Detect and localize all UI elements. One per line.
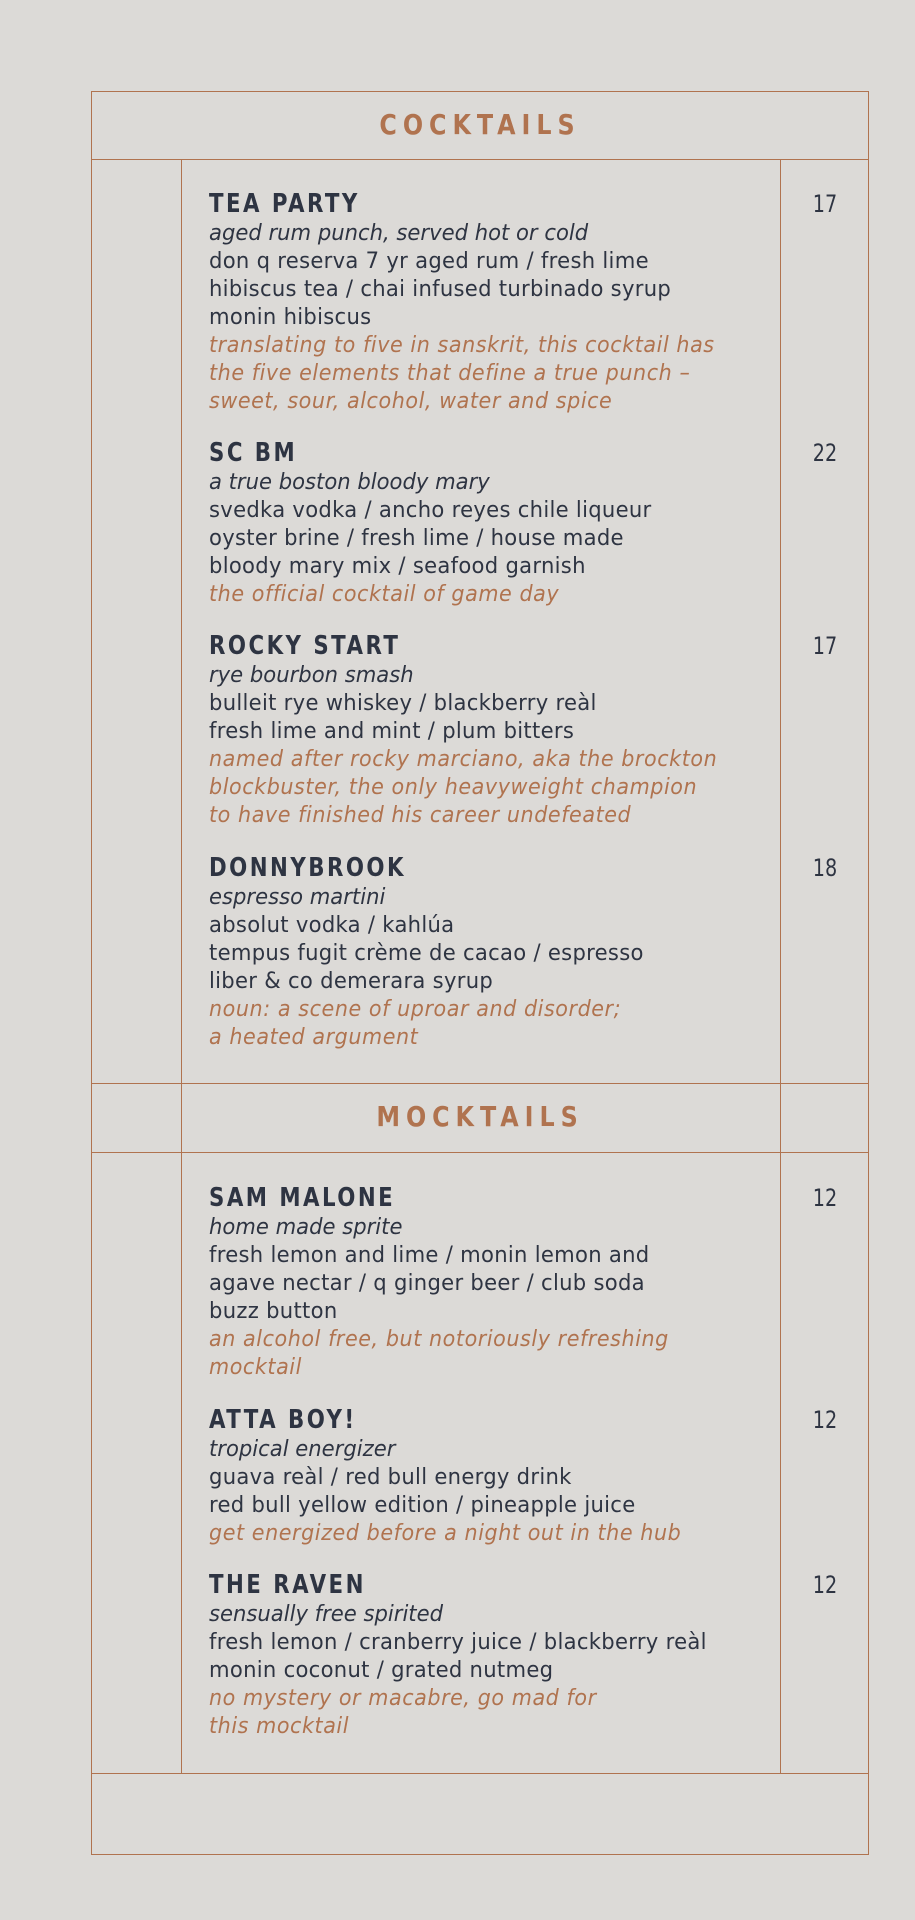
- menu-item-the-raven: [209, 1569, 769, 1741]
- item-ingredients: bloody mary mix / seafood garnish: [209, 554, 586, 579]
- item-name: ROCKY START: [209, 631, 401, 661]
- item-ingredients: liber & co demerara syrup: [209, 969, 494, 994]
- item-ingredients: tempus fugit crème de cacao / espresso: [209, 941, 644, 966]
- item-ingredients: fresh lime and mint / plum bitters: [209, 719, 575, 744]
- menu-item-donnybrook: [209, 852, 769, 1052]
- item-price: 22: [812, 439, 838, 467]
- item-ingredients: guava reàl / red bull energy drink: [209, 1465, 572, 1490]
- menu-item-sc-bm: [209, 437, 769, 609]
- item-ingredients: buzz button: [209, 1299, 338, 1324]
- item-subtitle: home made sprite: [209, 1215, 403, 1240]
- item-subtitle: espresso martini: [209, 885, 386, 910]
- item-note: an alcohol free, but notoriously refreshing: [209, 1327, 669, 1352]
- item-ingredients: fresh lemon and lime / monin lemon and: [209, 1243, 650, 1268]
- item-ingredients: monin coconut / grated nutmeg: [209, 1658, 554, 1683]
- item-ingredients: hibiscus tea / chai infused turbinado syrup: [209, 277, 672, 302]
- item-note: sweet, sour, alcohol, water and spice: [209, 389, 613, 414]
- item-subtitle: tropical energizer: [209, 1437, 396, 1462]
- item-name: ATTA BOY!: [209, 1405, 357, 1435]
- mocktails-heading: MOCKTAILS: [376, 1100, 584, 1133]
- divider: [91, 1083, 869, 1084]
- menu-item-tea-party: [209, 188, 769, 416]
- item-name: THE RAVEN: [209, 1570, 366, 1600]
- item-ingredients: oyster brine / fresh lime / house made: [209, 526, 624, 551]
- item-note: a heated argument: [209, 1025, 419, 1050]
- item-note: to have finished his career undefeated: [209, 803, 632, 828]
- item-note: the official cocktail of game day: [209, 582, 560, 607]
- menu-item-atta-boy: [209, 1404, 769, 1548]
- item-subtitle: aged rum punch, served hot or cold: [209, 221, 589, 246]
- item-note: no mystery or macabre, go mad for: [209, 1686, 597, 1711]
- item-subtitle: sensually free spirited: [209, 1602, 443, 1627]
- item-ingredients: fresh lemon / cranberry juice / blackberry reàl: [209, 1630, 707, 1655]
- item-price: 18: [812, 854, 838, 882]
- item-ingredients: svedka vodka / ancho reyes chile liqueur: [209, 498, 652, 523]
- item-subtitle: a true boston bloody mary: [209, 470, 490, 495]
- divider: [91, 1773, 869, 1774]
- item-note: this mocktail: [209, 1714, 350, 1739]
- item-price: 12: [812, 1406, 838, 1434]
- item-ingredients: agave nectar / q ginger beer / club soda: [209, 1271, 645, 1296]
- menu-item-sam-malone: [209, 1182, 769, 1382]
- item-price: 17: [812, 632, 838, 660]
- item-note: noun: a scene of uproar and disorder;: [209, 997, 622, 1022]
- divider: [91, 1152, 869, 1153]
- cocktails-heading: COCKTAILS: [379, 108, 581, 141]
- item-ingredients: don q reserva 7 yr aged rum / fresh lime: [209, 249, 649, 274]
- item-ingredients: bulleit rye whiskey / blackberry reàl: [209, 691, 597, 716]
- item-note: blockbuster, the only heavyweight champion: [209, 775, 698, 800]
- item-price: 12: [812, 1184, 838, 1212]
- item-price: 17: [812, 190, 838, 218]
- item-ingredients: absolut vodka / kahlúa: [209, 913, 455, 938]
- divider: [91, 159, 869, 160]
- item-note: get energized before a night out in the hub: [209, 1521, 682, 1546]
- item-price: 12: [812, 1571, 838, 1599]
- item-name: SAM MALONE: [209, 1183, 396, 1213]
- column-divider-right: [780, 159, 781, 1773]
- item-name: DONNYBROOK: [209, 853, 406, 883]
- menu-item-rocky-start: [209, 630, 769, 830]
- column-divider-left: [181, 159, 182, 1773]
- item-note: mocktail: [209, 1355, 302, 1380]
- item-name: SC BM: [209, 438, 298, 468]
- item-note: the five elements that define a true punch –: [209, 361, 691, 386]
- item-note: named after rocky marciano, aka the brockton: [209, 747, 718, 772]
- item-note: translating to five in sanskrit, this cocktail has: [209, 333, 715, 358]
- item-ingredients: red bull yellow edition / pineapple juice: [209, 1493, 636, 1518]
- item-name: TEA PARTY: [209, 189, 360, 219]
- item-subtitle: rye bourbon smash: [209, 663, 414, 688]
- item-ingredients: monin hibiscus: [209, 305, 372, 330]
